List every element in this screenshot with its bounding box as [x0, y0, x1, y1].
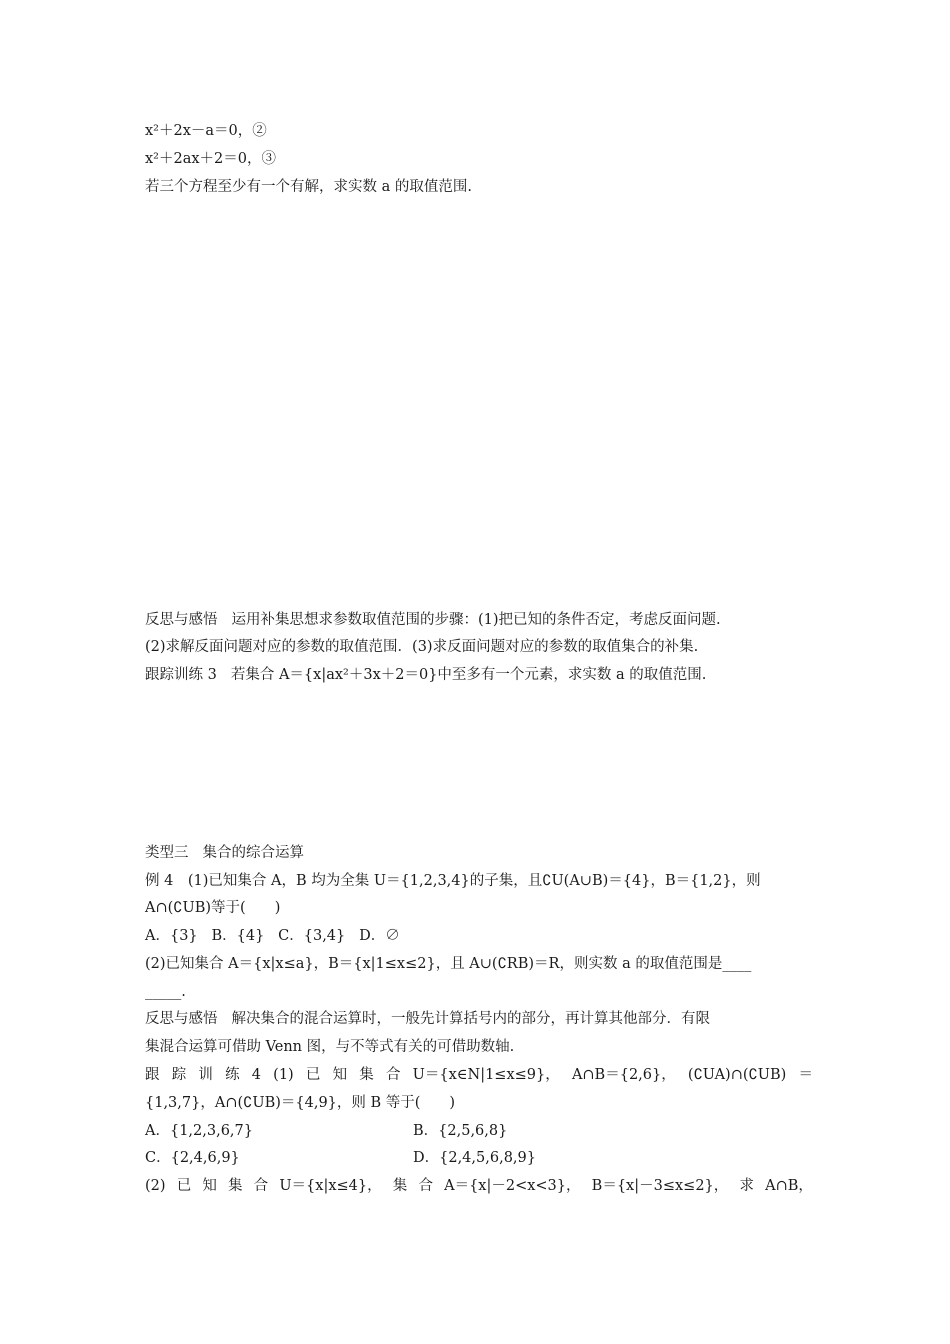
- word: 集: [228, 1178, 243, 1194]
- word: 练: [225, 1067, 240, 1083]
- question-text: 若三个方程至少有一个有解，求实数 a 的取值范围.: [145, 179, 472, 195]
- word: A＝{x|－2<x<3}，: [444, 1178, 581, 1194]
- training-4-option-c: C．{2,4,6,9}: [145, 1150, 240, 1166]
- reflection-1-line-1: [145, 610, 721, 630]
- word: 集: [359, 1067, 374, 1083]
- section-label: 类型三: [145, 845, 189, 861]
- word: A∩B，: [765, 1178, 813, 1194]
- word: 已: [305, 1067, 321, 1083]
- section-heading: [145, 843, 304, 863]
- reflection-label: 反思与感悟: [145, 1011, 218, 1027]
- word: 跟: [145, 1067, 160, 1083]
- training-label: 跟踪训练 3: [145, 667, 217, 683]
- word: 求: [739, 1178, 754, 1194]
- word: (∁UA)∩(∁UB): [687, 1067, 787, 1083]
- training-4-option-d: D．{2,4,5,6,8,9}: [413, 1150, 536, 1166]
- word: 合: [385, 1067, 401, 1083]
- option-d: D．∅: [359, 928, 400, 944]
- option-a: A．{3}: [145, 928, 198, 944]
- training-4-line-2: {1,3,7}，A∩(∁UB)＝{4,9}，则 B 等于( ): [145, 1095, 456, 1111]
- example-4-part-2-line-1: (2)已知集合 A＝{x|x≤a}，B＝{x|1≤x≤2}，且 A∪(∁RB)＝R，则实数 a 的取值范围是____: [145, 956, 752, 972]
- reflection-2-line-1: [145, 1009, 710, 1029]
- example-4-line-2: A∩(∁UB)等于( ): [145, 900, 281, 916]
- training-3: [145, 665, 706, 685]
- reflection-text: 运用补集思想求参数取值范围的步骤：(1)把已知的条件否定，考虑反面问题.: [231, 612, 721, 628]
- section-title: 集合的综合运算: [202, 845, 304, 861]
- word: (2): [145, 1178, 166, 1194]
- word: 合: [253, 1178, 269, 1194]
- word: 集: [392, 1178, 408, 1194]
- word: 已: [176, 1178, 192, 1194]
- training-4-option-b: B．{2,5,6,8}: [413, 1123, 508, 1139]
- word: U＝{x|x≤4}，: [279, 1178, 382, 1194]
- example-4-line-1: 例 4 (1)已知集合 A，B 均为全集 U＝{1,2,3,4}的子集，且∁U(A∪B)＝{4}，B＝{1,2}，则: [145, 873, 761, 889]
- training-4-option-a: A．{1,2,3,6,7}: [145, 1123, 253, 1139]
- word: 知: [202, 1178, 217, 1194]
- word: B＝{x|－3≤x≤2}，: [591, 1178, 729, 1194]
- word: (1): [273, 1067, 294, 1083]
- reflection-1-line-2: (2)求解反面问题对应的参数的取值范围．(3)求反面问题对应的参数的取值集合的补集.: [145, 639, 699, 655]
- word: ＝: [798, 1067, 813, 1083]
- training-4-part-2-line-1: [145, 1176, 813, 1196]
- training-4-line-1: [145, 1065, 813, 1085]
- word: 训: [198, 1067, 213, 1083]
- word: U＝{x∈N|1≤x≤9}，: [412, 1067, 560, 1083]
- option-c: C．{3,4}: [278, 928, 346, 944]
- equation-2: x²＋2x－a＝0，②: [145, 123, 267, 139]
- training-text: 若集合 A＝{x|ax²＋3x＋2＝0}中至多有一个元素，求实数 a 的取值范围.: [230, 667, 707, 683]
- word: 合: [418, 1178, 433, 1194]
- reflection-text: 解决集合的混合运算时，一般先计算括号内的部分，再计算其他部分．有限: [231, 1011, 710, 1027]
- word: 4: [251, 1067, 261, 1083]
- example-4-part-2-line-2: _____.: [145, 984, 186, 1000]
- example-4-options: [145, 926, 400, 946]
- reflection-2-line-2: 集混合运算可借助 Venn 图，与不等式有关的可借助数轴.: [145, 1039, 515, 1055]
- equation-3: x²＋2ax＋2＝0，③: [145, 151, 276, 167]
- option-b: B．{4}: [211, 928, 265, 944]
- reflection-label: 反思与感悟: [145, 612, 218, 628]
- word: A∩B＝{2,6}，: [571, 1067, 676, 1083]
- word: 踪: [171, 1067, 187, 1083]
- word: 知: [332, 1067, 348, 1083]
